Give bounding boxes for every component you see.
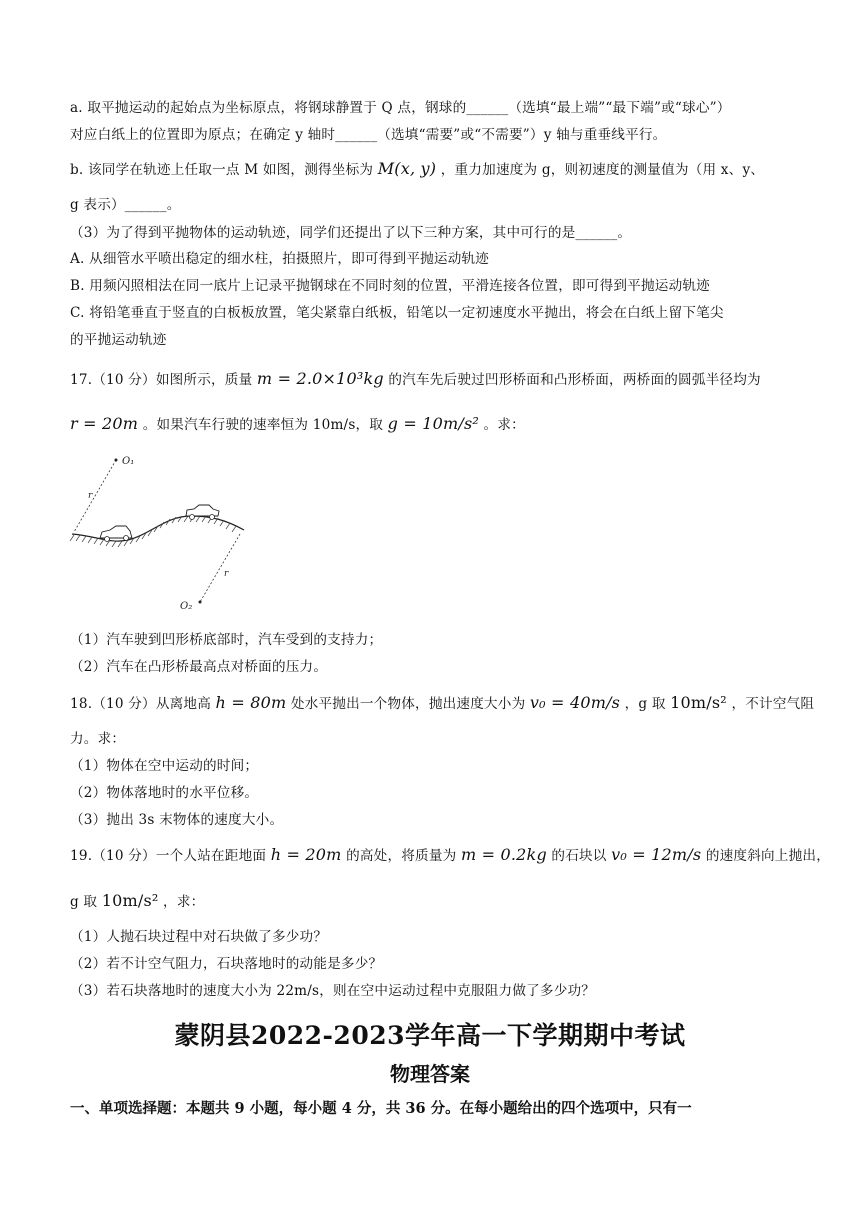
q19-stem (70, 845, 830, 866)
car-concave (100, 526, 132, 542)
q19-text4: 的速度斜向上抛出， (705, 848, 830, 864)
q19-text2: 的高处，将质量为 (346, 848, 457, 864)
q18-part3: （3）抛出 3s 末物体的速度大小。 (70, 812, 284, 828)
q17-text3: 。如果汽车行驶的速率恒为 10m/s，取 (142, 417, 384, 433)
q18-height: h = 80m (215, 693, 287, 712)
option-c-cont: 的平抛运动轨迹 (70, 332, 167, 348)
q19-part2: （2）若不计空气阻力，石块落地时的动能是多少？ (70, 956, 383, 972)
bridge-figure (66, 452, 256, 616)
q17-gravity: g = 10m/s² (387, 414, 479, 433)
coordinate-m: M(x, y) (377, 159, 437, 178)
q18-stem (70, 693, 815, 714)
q19-velocity: v₀ = 12m/s (611, 845, 702, 864)
q18-part2: （2）物体落地时的水平位移。 (70, 785, 259, 801)
label-r1: r (88, 491, 93, 501)
q19-text3: 的石块以 (551, 848, 607, 864)
section-heading: 一、单项选择题：本题共 9 小题，每小题 4 分，共 36 分。在每小题给出的四个选项中，只有一 (70, 1100, 692, 1117)
q17-stem-cont (70, 414, 796, 435)
q18-text4: ，不计空气阻 (731, 696, 815, 712)
q17-mass: m = 2.0×10³kg (256, 369, 384, 388)
option-a: A. 从细管水平喷出稳定的细水柱，拍摄照片，即可得到平抛运动轨迹 (70, 251, 490, 267)
car-convex (186, 505, 219, 520)
q17-part2: （2）汽车在凸形桥最高点对桥面的压力。 (70, 659, 328, 675)
line-b (70, 159, 796, 180)
q19-part1: （1）人抛石块过程中对石块做了多少功？ (70, 929, 328, 945)
q19-part3: （3）若石块落地时的速度大小为 22m/s，则在空中运动过程中克服阻力做了多少功？ (70, 983, 596, 999)
q17-text1: 17.（10 分）如图所示，质量 (70, 372, 253, 388)
q18-part1: （1）物体在空中运动的时间； (70, 758, 259, 774)
q19-stem-cont (70, 891, 796, 912)
q18-text1: 18.（10 分）从离地高 (70, 696, 211, 712)
line-a: a. 取平抛运动的起始点为坐标原点，将钢球静置于 Q 点，钢球的______（选填“最上端”“最下端”或“球心”） (70, 100, 731, 116)
q19-text5: g 取 (70, 894, 98, 910)
label-r2: r (224, 569, 229, 579)
q19-text1: 19.（10 分）一个人站在距地面 (70, 848, 267, 864)
q17-radius: r = 20m (70, 414, 139, 433)
line-b-text2: ，重力加速度为 g，则初速度的测量值为（用 x、y、 (440, 162, 765, 178)
answer-subtitle: 物理答案 (390, 1062, 470, 1086)
option-b: B. 用频闪照相法在同一底片上记录平抛钢球在不同时刻的位置，平滑连接各位置，即可得到平抛运动轨迹 (70, 278, 710, 294)
q18-velocity: v₀ = 40m/s (529, 693, 621, 712)
q17-part1: （1）汽车驶到凹形桥底部时，汽车受到的支持力； (70, 632, 383, 648)
line-a-cont: 对应白纸上的位置即为原点；在确定 y 轴时______（选填“需要”或“不需要”）y 轴与重垂线平行。 (70, 127, 667, 143)
q19-height: h = 20m (270, 845, 342, 864)
q18-text3: ，g 取 (624, 696, 666, 712)
q18-stem-cont: 力。求： (70, 731, 126, 747)
q17-text4: 。求： (483, 417, 525, 433)
answer-title: 蒙阴县2022-2023学年高一下学期期中考试 (174, 1021, 686, 1050)
line-b-cont: g 表示）______。 (70, 197, 181, 213)
q17-text2: 的汽车先后驶过凹形桥面和凸形桥面，两桥面的圆弧半径均为 (388, 372, 761, 388)
label-o1: O₁ (122, 456, 135, 467)
q19-gravity: 10m/s² (101, 891, 159, 910)
q18-gravity: 10m/s² (670, 693, 727, 712)
q17-stem (70, 369, 796, 390)
q18-text2: 处水平抛出一个物体，抛出速度大小为 (290, 696, 526, 712)
option-c: C. 将铅笔垂直于竖直的白板板放置，笔尖紧靠白纸板，铅笔以一定初速度水平抛出，将会在白纸上留下笔尖 (70, 305, 724, 321)
q19-mass: m = 0.2kg (460, 845, 547, 864)
label-o2: O₂ (180, 601, 193, 612)
q16-part3: （3）为了得到平抛物体的运动轨迹，同学们还提出了以下三种方案，其中可行的是______。 (70, 225, 632, 241)
line-b-text1: b. 该同学在轨迹上任取一点 M 如图，测得坐标为 (70, 162, 374, 178)
q19-text6: ，求： (163, 894, 205, 910)
